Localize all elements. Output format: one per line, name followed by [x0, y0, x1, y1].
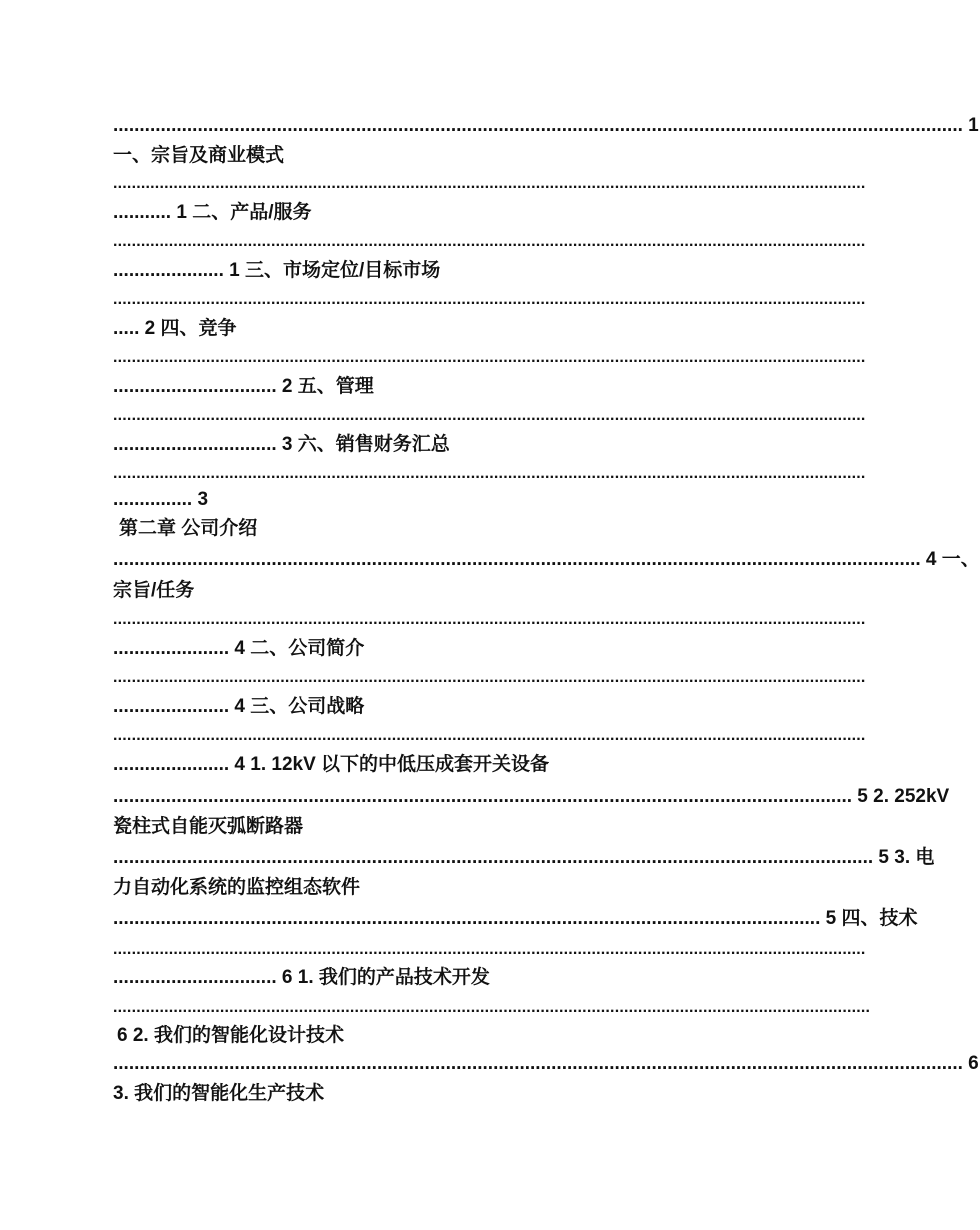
toc-entry-smart-production-tech: 3. 我们的智能化生产技术	[113, 1083, 325, 1104]
toc-entry-monitoring-software: 力自动化系统的监控组态软件	[113, 877, 361, 898]
toc-page-number: ............... 3	[113, 489, 209, 510]
toc-entry-smart-design-tech: 6 2. 我们的智能化设计技术	[117, 1025, 344, 1046]
toc-dot-leader: ..................................................................................................................................................................	[113, 291, 866, 308]
toc-dot-leader: ..................................................................................................................................................................	[113, 349, 866, 366]
toc-dot-leader: ..................................................................................................................................................................	[113, 407, 866, 424]
toc-entry-circuit-breaker: 瓷柱式自能灭弧断路器	[113, 816, 304, 837]
toc-dot-leader: ..................................................................................................................................................................	[113, 941, 866, 958]
toc-dot-leader: ..................................................................................................................................................................	[113, 611, 866, 628]
toc-dot-leader: ................................................................................................................................................ 5 3. 电	[113, 847, 935, 868]
toc-dot-leader: ...................................................................................................................................... 5 四、技术	[113, 908, 918, 929]
toc-dot-leader: ................................................................................................................................................................. 1	[113, 115, 979, 136]
toc-dot-leader: ..................................................................................................................................................................	[113, 669, 866, 686]
toc-entry-sales-finance-summary: ............................... 3 六、销售财务汇总	[113, 434, 450, 455]
toc-dot-leader: ..................................................................................................................................................................	[113, 175, 866, 192]
toc-entry-company-profile: ...................... 4 二、公司简介	[113, 638, 365, 659]
toc-dot-leader: ................................................................................................................................................................. 6	[113, 1053, 979, 1074]
toc-entry-switchgear: ...................... 4 1. 12kV 以下的中低压成套开关设备	[113, 754, 550, 775]
toc-entry-management: ............................... 2 五、管理	[113, 376, 374, 397]
toc-entry-mission: 宗旨/任务	[113, 580, 195, 601]
toc-dot-leader: ..................................................................................................................................................................	[113, 727, 866, 744]
toc-entry-products-services: ........... 1 二、产品/服务	[113, 202, 312, 223]
toc-entry-product-tech-development: ............................... 6 1. 我们的产品技术开发	[113, 967, 490, 988]
toc-dot-leader: ..................................................................................................................................................................	[113, 233, 866, 250]
toc-entry-purpose-business-model: 一、宗旨及商业模式	[113, 145, 285, 166]
toc-entry-market-positioning: ..................... 1 三、市场定位/目标市场	[113, 260, 441, 281]
toc-dot-leader: ......................................................................................................................................................... 4 一、	[113, 549, 980, 570]
toc-dot-leader: ..................................................................................................................................................................	[113, 465, 866, 482]
toc-chapter-heading: 第二章 公司介绍	[119, 518, 258, 539]
toc-entry-company-strategy: ...................... 4 三、公司战略	[113, 696, 365, 717]
toc-entry-competition: ..... 2 四、竞争	[113, 318, 237, 339]
toc-dot-leader: ...................................................................................................................................................................	[113, 999, 871, 1016]
toc-dot-leader: ............................................................................................................................................ 5 2. 252kV	[113, 786, 950, 807]
